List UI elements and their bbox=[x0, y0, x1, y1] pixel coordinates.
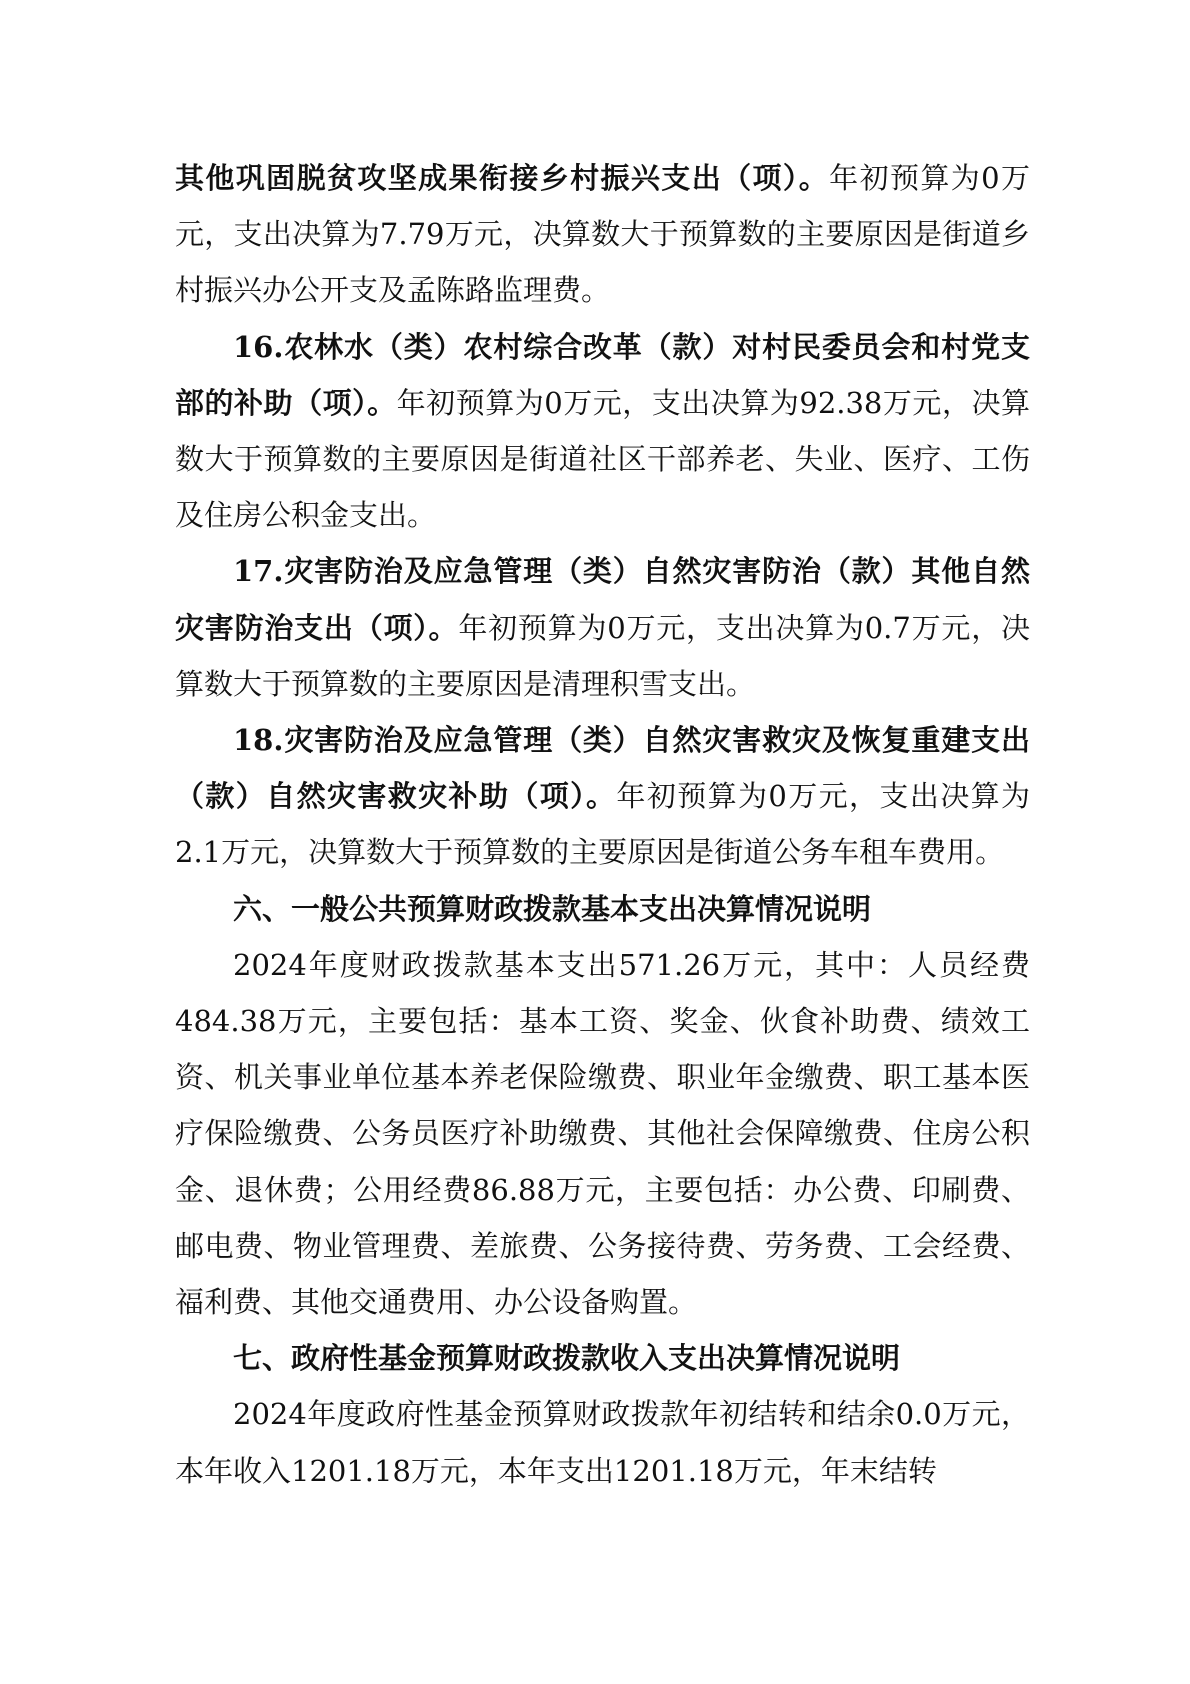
item-body: 年初预算为0万元，支出决算为92.38万元，决算数大于预算数的主要原因是街道社区干部养老、失业、医疗、工伤及住房公积金支出。 bbox=[175, 385, 1030, 533]
section-heading-7: 七、政府性基金预算财政拨款收入支出决算情况说明 bbox=[233, 1341, 901, 1376]
paragraph-item-16 bbox=[175, 319, 1030, 544]
item-title: 17.灾害防治及应急管理（类）自然灾害防治（款）其他自然灾害防治支出（项）。 bbox=[175, 554, 1030, 645]
section-body-6: 2024年度财政拨款基本支出571.26万元，其中：人员经费484.38万元，主要包括：基本工资、奖金、伙食补助费、绩效工资、机关事业单位基本养老保险缴费、职业年金缴费、职工基本医疗保险缴费、公务员医疗补助缴费、其他社会保障缴费、住房公积金、退休费；公用经费86.88万元，主要包括：办公费、印刷费、邮电费、物业管理费、差旅费、公务接待费、劳务费、工会经费、福利费、其他交通费用、办公设备购置。 bbox=[175, 947, 1030, 1320]
item-title: 16.农林水（类）农村综合改革（款）对村民委员会和村党支部的补助（项）。 bbox=[175, 329, 1030, 420]
item-title: 18.灾害防治及应急管理（类）自然灾害救灾及恢复重建支出（款）自然灾害救灾补助（项）。 bbox=[175, 723, 1030, 814]
paragraph-item-17 bbox=[175, 543, 1030, 712]
item-body: 年初预算为0万元，支出决算为2.1万元，决算数大于预算数的主要原因是街道公务车租车费用。 bbox=[175, 779, 1030, 870]
item-body: 年初预算为0万元，支出决算为7.79万元，决算数大于预算数的主要原因是街道乡村振兴办公开支及孟陈路监理费。 bbox=[175, 161, 1030, 308]
document-page bbox=[175, 150, 1030, 1499]
item-title: 其他巩固脱贫攻坚成果衔接乡村振兴支出（项）。 bbox=[175, 161, 830, 195]
item-body: 年初预算为0万元，支出决算为0.7万元，决算数大于预算数的主要原因是清理积雪支出。 bbox=[175, 610, 1030, 701]
section-body-7: 2024年度政府性基金预算财政拨款年初结转和结余0.0万元，本年收入1201.18万元，本年支出1201.18万元，年末结转 bbox=[175, 1397, 1030, 1488]
paragraph-item-15 bbox=[175, 150, 1030, 319]
paragraph-item-18 bbox=[175, 712, 1030, 881]
section-heading-6: 六、一般公共预算财政拨款基本支出决算情况说明 bbox=[233, 891, 872, 926]
